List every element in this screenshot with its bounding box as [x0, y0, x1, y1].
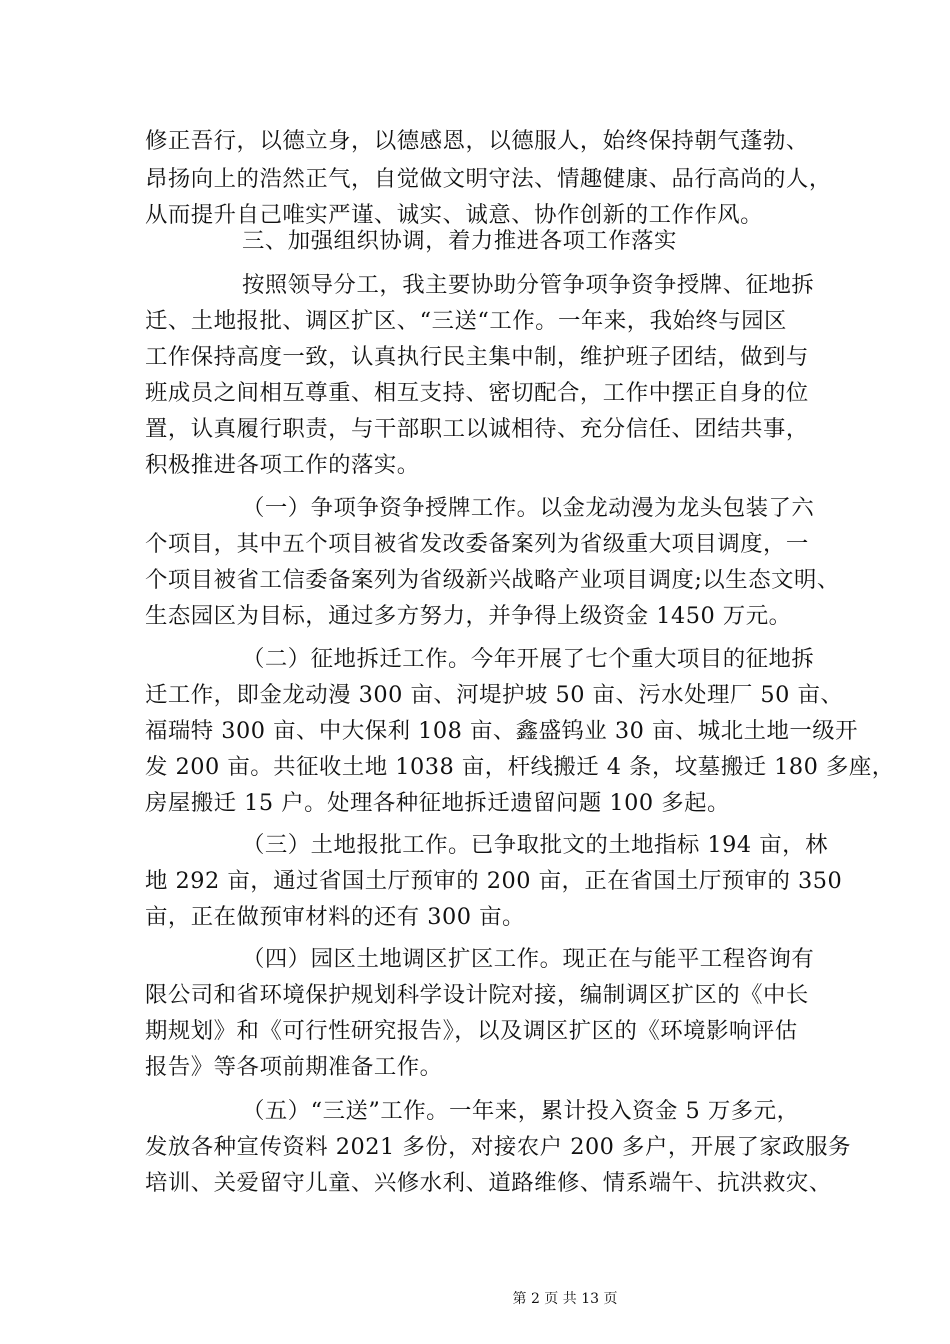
text-line: 从而提升自己唯实严谨、诚实、诚意、协作创新的工作作风。 — [145, 202, 764, 228]
text-line: 福瑞特 300 亩、中大保利 108 亩、鑫盛钨业 30 亩、城北土地一级开 — [145, 718, 859, 744]
text-line: 置，认真履行职责，与干部职工以诚相待、充分信任、团结共事， — [145, 416, 809, 442]
paragraph-start: （三）土地报批工作。已争取批文的土地指标 194 亩，林 — [242, 832, 828, 858]
text-line: 积极推进各项工作的落实。 — [145, 452, 420, 478]
text-line: 亩，正在做预审材料的还有 300 亩。 — [145, 904, 525, 930]
paragraph-start: （一）争项争资争授牌工作。以金龙动漫为龙头包装了六 — [242, 495, 815, 521]
paragraph-start: （二）征地拆迁工作。今年开展了七个重大项目的征地拆 — [242, 646, 815, 672]
paragraph-start: （五）“三送”工作。一年来，累计投入资金 5 万多元， — [242, 1098, 800, 1124]
text-line: 昂扬向上的浩然正气，自觉做文明守法、情趣健康、品行高尚的人， — [145, 166, 832, 192]
text-line: 修正吾行，以德立身，以德感恩，以德服人，始终保持朝气蓬勃、 — [145, 128, 809, 154]
paragraph-start: （四）园区土地调区扩区工作。现正在与能平工程咨询有 — [242, 946, 815, 972]
text-line: 发 200 亩。共征收土地 1038 亩，杆线搬迁 4 条，坟墓搬迁 180 多座， — [145, 754, 895, 780]
text-line: 迁、土地报批、调区扩区、“三送“工作。一年来，我始终与园区 — [145, 308, 787, 334]
text-line: 个项目被省工信委备案列为省级新兴战略产业项目调度;以生态文明、 — [145, 567, 840, 593]
text-line: 工作保持高度一致，认真执行民主集中制，维护班子团结，做到与 — [145, 344, 809, 370]
text-line: 班成员之间相互尊重、相互支持、密切配合，工作中摆正自身的位 — [145, 380, 809, 406]
text-line: 报告》等各项前期准备工作。 — [145, 1054, 443, 1080]
text-line: 培训、关爱留守儿童、兴修水利、道路维修、情系端午、抗洪救灾、 — [145, 1170, 832, 1196]
page-number: 第 2 页 共 13 页 — [512, 1291, 618, 1307]
text-line: 期规划》和《可行性研究报告》，以及调区扩区的《环境影响评估 — [145, 1018, 798, 1044]
text-line: 个项目，其中五个项目被省发改委备案列为省级重大项目调度，一 — [145, 531, 809, 557]
text-line: 迁工作，即金龙动漫 300 亩、河堤护坡 50 亩、污水处理厂 50 亩、 — [145, 682, 844, 708]
paragraph-start: 按照领导分工，我主要协助分管争项争资争授牌、征地拆 — [242, 272, 815, 298]
text-line: 发放各种宣传资料 2021 多份，对接农户 200 多户，开展了家政服务 — [145, 1134, 851, 1160]
text-line: 房屋搬迁 15 户。处理各种征地拆迁遗留问题 100 多起。 — [145, 790, 730, 816]
text-line: 生态园区为目标，通过多方努力，并争得上级资金 1450 万元。 — [145, 603, 792, 629]
text-line: 地 292 亩，通过省国土厅预审的 200 亩，正在省国土厅预审的 350 — [145, 868, 843, 894]
section-heading: 三、加强组织协调，着力推进各项工作落实 — [242, 228, 677, 254]
text-line: 限公司和省环境保护规划科学设计院对接，编制调区扩区的《中长 — [145, 982, 809, 1008]
